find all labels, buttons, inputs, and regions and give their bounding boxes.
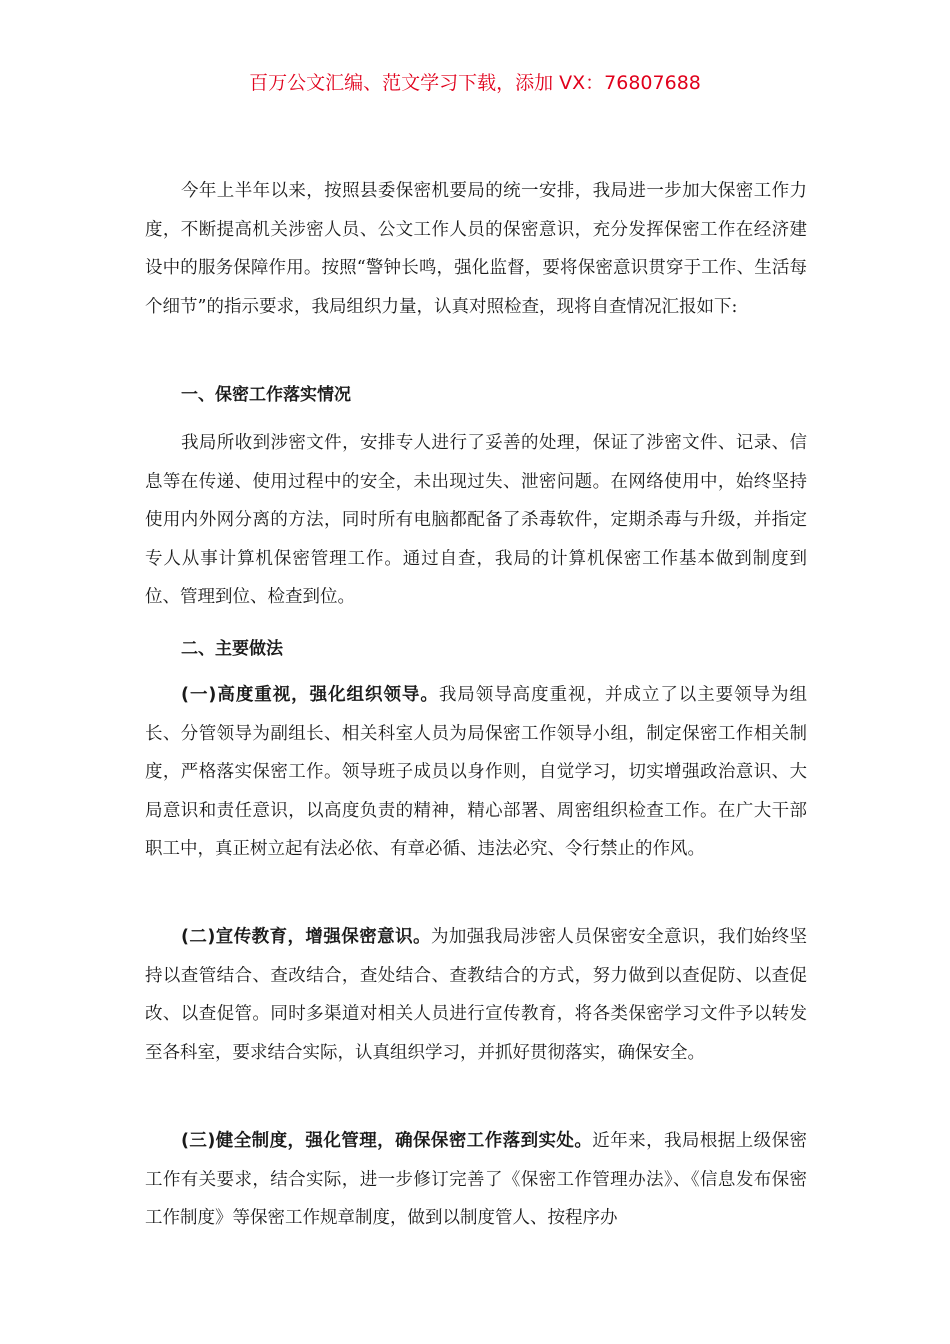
section-1-paragraph: 我局所收到涉密文件，安排专人进行了妥善的处理，保证了涉密文件、记录、信息等在传递、使用过程中的安全，未出现过失、泄密问题。在网络使用中，始终坚持使用内外网分离的方法，同时所有电脑都配备了杀毒软件，定期杀毒与升级，并指定专人从事计算机保密管理工作。通过自查，我局的计算机保密工作基本做到制度到位、管理到位、检查到位。 xyxy=(145,433,807,608)
section-2-item-1 xyxy=(145,676,807,869)
section-1-heading: 一、保密工作落实情况 xyxy=(181,385,351,405)
item-1-text: 我局领导高度重视，并成立了以主要领导为组长、分管领导为副组长、相关科室人员为局保密工作领导小组，制定保密工作相关制度，严格落实保密工作。领导班子成员以身作则，自觉学习，切实增强政治意识、大局意识和责任意识，以高度负责的精神，精心部署、周密组织检查工作。在广大干部职工中，真正树立起有法必依、有章必循、违法必究、令行禁止的作风。 xyxy=(145,685,808,860)
section-2-item-3 xyxy=(145,1122,807,1238)
section-2-heading: 二、主要做法 xyxy=(181,639,283,659)
section-2-item-2 xyxy=(145,918,807,1072)
item-3-lead: (三)健全制度，强化管理，确保保密工作落到实处。 xyxy=(181,1131,593,1151)
item-2-lead: (二)宣传教育，增强保密意识。 xyxy=(181,927,431,947)
item-2-text: 为加强我局涉密人员保密安全意识，我们始终坚持以查管结合、查改结合，查处结合、查教结合的方式，努力做到以查促防、以查促改、以查促管。同时多渠道对相关人员进行宣传教育，将各类保密学习文件予以转发至各科室，要求结合实际，认真组织学习，并抓好贯彻落实，确保安全。 xyxy=(145,927,808,1063)
item-1-lead: (一)高度重视，强化组织领导。 xyxy=(181,685,439,705)
item-3-text: 近年来，我局根据上级保密工作有关要求，结合实际，进一步修订完善了《保密工作管理办法》、《信息发布保密工作制度》等保密工作规章制度，做到以制度管人、按程序办 xyxy=(145,1131,807,1229)
intro-paragraph: 今年上半年以来，按照县委保密机要局的统一安排，我局进一步加大保密工作力度，不断提高机关涉密人员、公文工作人员的保密意识，充分发挥保密工作在经济建设中的服务保障作用。按照“警钟长鸣，强化监督，要将保密意识贯穿于工作、生活每个细节”的指示要求，我局组织力量，认真对照检查，现将自查情况汇报如下: xyxy=(145,181,807,317)
download-banner: 百万公文汇编、范文学习下载，添加 VX：76807688 xyxy=(249,72,701,94)
